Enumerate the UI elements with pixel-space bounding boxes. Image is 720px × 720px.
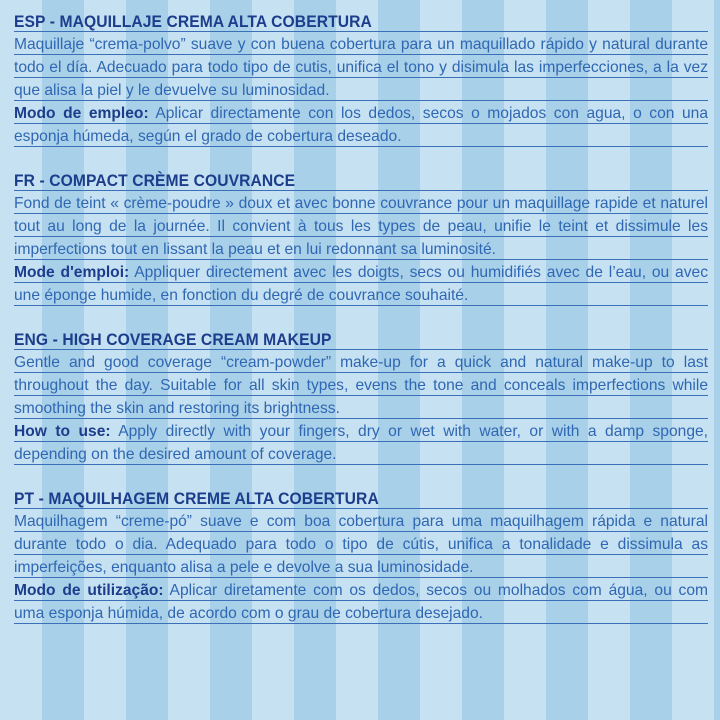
usage-label: Modo de utilização:	[14, 582, 164, 599]
section-description: Gentle and good coverage “cream-powder” make-up for a quick and natural make-up to last throughout the day. Suitable for all skin types, evens the tone and conceals imperfections while smoothing the skin and restoring its brightness.	[14, 351, 708, 420]
section-heading: ESP - MAQUILLAJE CREMA ALTA COBERTURA	[14, 12, 372, 31]
usage-text: Apply directly with your fingers, dry or wet with water, or with a damp sponge, depending on the desired amount of coverage.	[14, 423, 708, 463]
usage-label: Modo de empleo:	[14, 105, 149, 122]
section-description: Maquilhagem “creme-pó” suave e com boa cobertura para uma maquilhagem rápida e natural durante todo o dia. Adequado para todo o tipo de cútis, unifica a tonalidade e dissimula as imperfeições, enquanto alisa a pele e devolve a sua luminosidade.	[14, 510, 708, 579]
usage-text: Aplicar diretamente com os dedos, secos ou molhados com água, ou com uma esponja húmida, de acordo com o grau de cobertura desejado.	[14, 582, 708, 622]
section-usage	[14, 420, 708, 466]
section-usage	[14, 261, 708, 307]
usage-text: Aplicar directamente con los dedos, secos o mojados con agua, o con una esponja húmeda, según el grado de cobertura deseado.	[14, 105, 708, 145]
usage-label: How to use:	[14, 423, 111, 440]
section-heading: FR - COMPACT CRÈME COUVRANCE	[14, 171, 296, 190]
section-heading: ENG - HIGH COVERAGE CREAM MAKEUP	[14, 330, 332, 349]
section-fr	[14, 169, 708, 307]
usage-text: Appliquer directement avec les doigts, secs ou humidifiés avec de l’eau, ou avec une éponge humide, en fonction du degré de couvrance souhaité.	[14, 264, 708, 304]
section-heading: PT - MAQUILHAGEM CREME ALTA COBERTURA	[14, 489, 379, 508]
section-usage	[14, 579, 708, 625]
usage-label: Mode d'emploi:	[14, 264, 130, 281]
section-pt	[14, 487, 708, 625]
section-eng	[14, 328, 708, 466]
section-esp	[14, 10, 708, 148]
section-description: Maquillaje “crema-polvo” suave y con buena cobertura para un maquillado rápido y natural durante todo el día. Adecuado para todo tipo de cutis, unifica el tono y disimula las imperfecciones, a la vez que alisa la piel y le devuelve su luminosidad.	[14, 33, 708, 102]
section-description: Fond de teint « crème-poudre » doux et avec bonne couvrance pour un maquillage rapide et naturel tout au long de la journée. Il convient à tous les types de peau, unifie le teint et dissimule les imperfections tout en lissant la peau et en lui redonnant sa luminosité.	[14, 192, 708, 261]
product-text-panel	[14, 10, 708, 625]
section-usage	[14, 102, 708, 148]
